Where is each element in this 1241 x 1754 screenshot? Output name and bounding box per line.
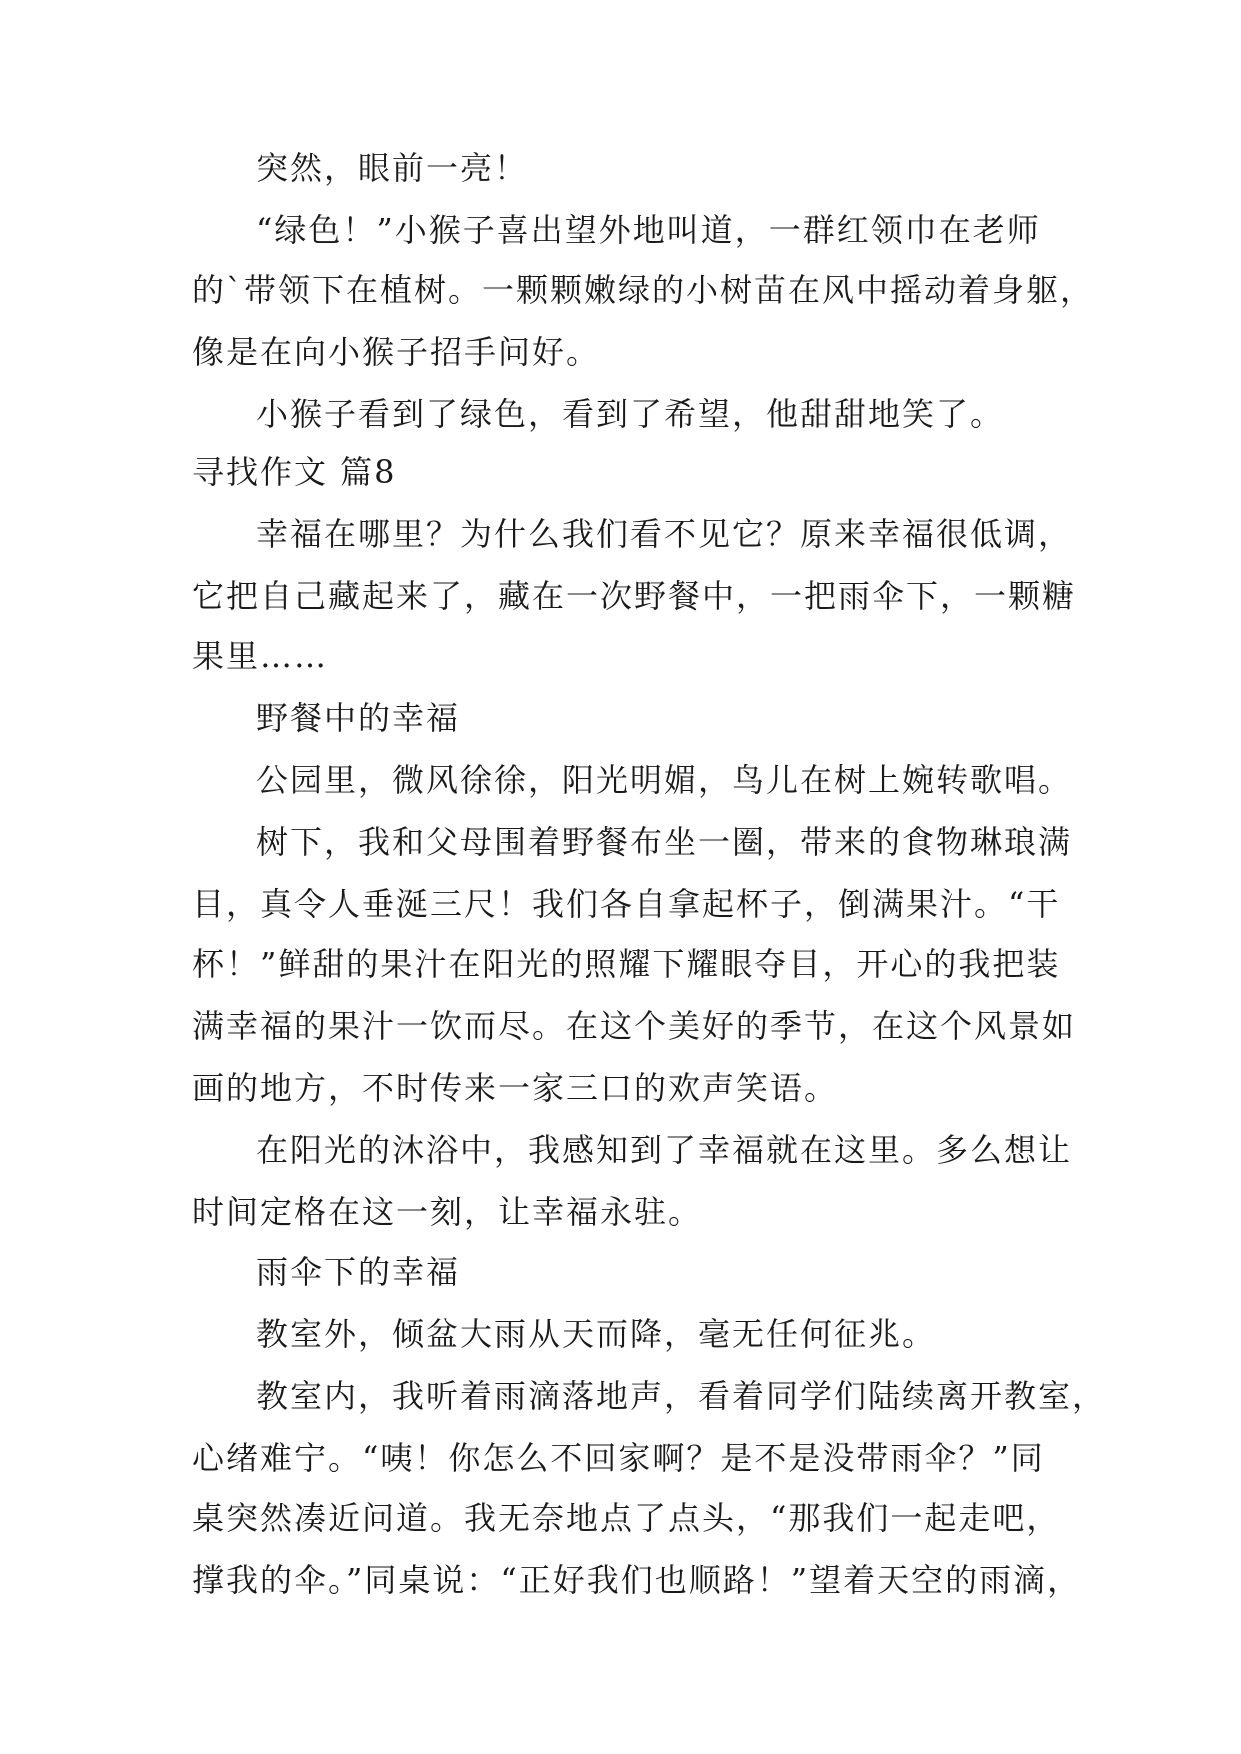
text-line: 公园里，微风徐徐，阳光明媚，鸟儿在树上婉转歌唱。: [256, 761, 1073, 799]
text-line: 教室内，我听着雨滴落地声，看着同学们陆续离开教室，: [256, 1377, 1107, 1415]
text-line: 突然，眼前一亮！: [256, 149, 529, 187]
text-line: 时间定格在这一刻，让幸福永驻。: [192, 1193, 703, 1231]
text-line: “绿色！”小猴子喜出望外地叫道，一群红领巾在老师: [256, 211, 1041, 249]
text-line: 满幸福的果汁一饮而尽。在这个美好的季节，在这个风景如: [192, 1007, 1077, 1045]
text-line: 的`带领下在植树。一颗颗嫩绿的小树苗在风中摇动着身躯，: [192, 271, 1095, 309]
text-line: 果里……: [192, 637, 329, 675]
text-line: 画的地方，不时传来一家三口的欢声笑语。: [192, 1069, 839, 1107]
text-line: 幸福在哪里？为什么我们看不见它？原来幸福很低调，: [256, 515, 1073, 553]
section-heading: 寻找作文 篇8: [192, 453, 397, 491]
subheading: 雨伞下的幸福: [256, 1253, 461, 1291]
text-line: 撑我的伞。”同桌说：“正好我们也顺路！”望着天空的雨滴，: [192, 1561, 1082, 1599]
text-line: 杯！”鲜甜的果汁在阳光的照耀下耀眼夺目，开心的我把装: [192, 945, 1061, 983]
text-line: 目，真令人垂涎三尺！我们各自拿起杯子，倒满果汁。“干: [192, 885, 1061, 923]
subheading: 野餐中的幸福: [256, 699, 461, 737]
text-line: 小猴子看到了绿色，看到了希望，他甜甜地笑了。: [256, 395, 1005, 433]
text-line: 教室外，倾盆大雨从天而降，毫无任何征兆。: [256, 1315, 937, 1353]
text-line: 树下，我和父母围着野餐布坐一圈，带来的食物琳琅满: [256, 823, 1073, 861]
text-line: 像是在向小猴子招手问好。: [192, 333, 601, 371]
text-line: 它把自己藏起来了，藏在一次野餐中，一把雨伞下，一颗糖: [192, 577, 1077, 615]
text-line: 心绪难宁。“咦！你怎么不回家啊？是不是没带雨伞？”同: [192, 1439, 1045, 1477]
text-line: 桌突然凑近问道。我无奈地点了点头，“那我们一起走吧，: [192, 1499, 1061, 1537]
text-line: 在阳光的沐浴中，我感知到了幸福就在这里。多么想让: [256, 1131, 1073, 1169]
